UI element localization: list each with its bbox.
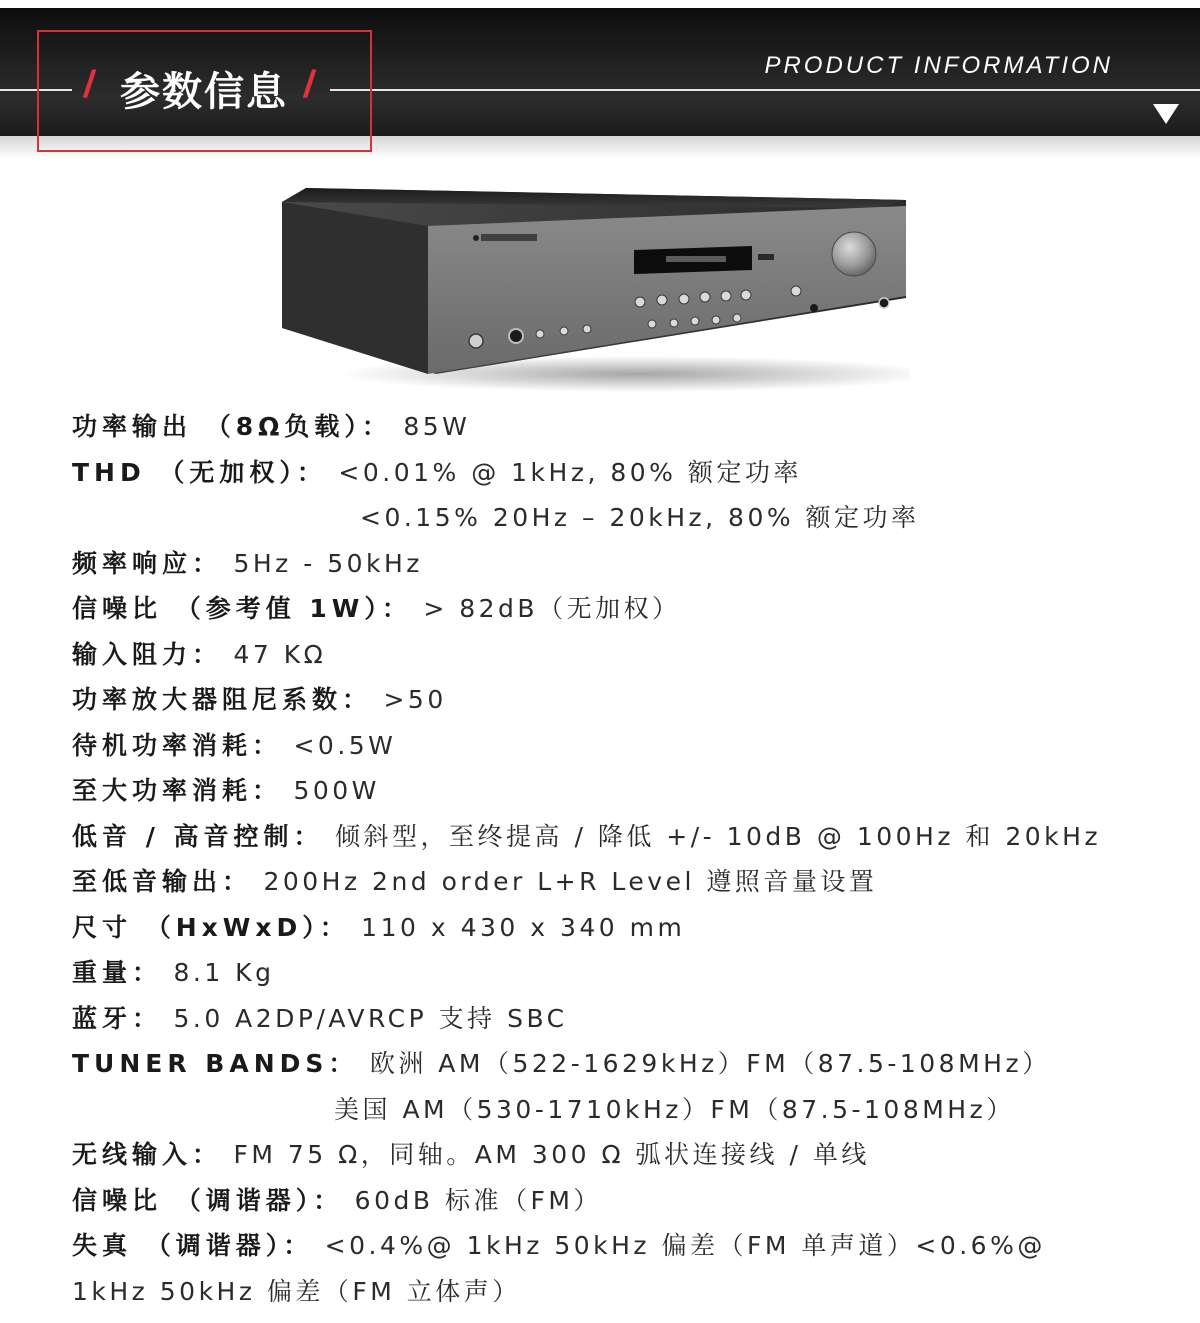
spec-value: >50 bbox=[383, 685, 447, 714]
spec-row-tuner-distortion-2 bbox=[72, 1269, 1182, 1315]
spec-label: 功率输出 （8Ω负载）： bbox=[72, 412, 392, 441]
spec-value: 欧洲 AM（522-1629kHz）FM（87.5-108MHz） bbox=[369, 1049, 1051, 1078]
spec-row-tuner-distortion bbox=[72, 1223, 1182, 1269]
product-image bbox=[278, 178, 910, 393]
spec-value: 500W bbox=[293, 776, 380, 805]
spec-row-input-impedance bbox=[72, 632, 1182, 678]
title-slash-left: / bbox=[81, 64, 98, 106]
spec-row-antenna-input bbox=[72, 1132, 1182, 1178]
spec-value: > 82dB（无加权） bbox=[423, 594, 681, 623]
spec-value: 5.0 A2DP/AVRCP 支持 SBC bbox=[173, 1003, 568, 1033]
header-line-right bbox=[330, 89, 1200, 91]
spec-row-tuner-bands-2 bbox=[72, 1087, 1182, 1133]
spec-row-damping-factor bbox=[72, 677, 1182, 723]
spec-label: 尺寸 （HxWxD）： bbox=[72, 912, 350, 942]
spec-row-frequency-response bbox=[72, 541, 1182, 587]
spec-value: <0.4%@ 1kHz 50kHz 偏差（FM 单声道）<0.6%@ bbox=[324, 1231, 1046, 1260]
spec-label: TUNER BANDS： bbox=[72, 1049, 359, 1078]
spec-label: 重量： bbox=[72, 958, 163, 987]
spec-value: 85W bbox=[403, 412, 471, 441]
spec-label: 无线输入： bbox=[72, 1140, 223, 1169]
spec-row-standby-power bbox=[72, 723, 1182, 769]
spec-row-max-power bbox=[72, 768, 1182, 814]
spec-value: FM 75 Ω，同轴。AM 300 Ω 弧状连接线 / 单线 bbox=[233, 1140, 870, 1169]
spec-label: 低音 / 高音控制： bbox=[72, 821, 324, 851]
spec-value: 美国 AM（530-1710kHz）FM（87.5-108MHz） bbox=[334, 1094, 1015, 1124]
spec-row-tuner-bands bbox=[72, 1041, 1182, 1087]
spec-value: 1kHz 50kHz 偏差（FM 立体声） bbox=[72, 1276, 521, 1306]
spec-value: <0.01% @ 1kHz, 80% 额定功率 bbox=[338, 457, 802, 487]
spec-value: 8.1 Kg bbox=[173, 958, 275, 987]
spec-label: 功率放大器阻尼系数： bbox=[72, 685, 373, 714]
spec-label: 失真 （调谐器）： bbox=[72, 1231, 314, 1260]
spec-label: 蓝牙： bbox=[72, 1003, 163, 1033]
page-subtitle: PRODUCT INFORMATION bbox=[764, 52, 1113, 79]
spec-row-thd bbox=[72, 450, 1182, 496]
spec-row-bluetooth bbox=[72, 996, 1182, 1042]
spec-row-power-output bbox=[72, 404, 1182, 450]
spec-label: 频率响应： bbox=[72, 548, 223, 578]
down-arrow-icon bbox=[1153, 104, 1179, 124]
spec-row-sub-output bbox=[72, 859, 1182, 905]
spec-value: 47 KΩ bbox=[233, 639, 327, 669]
page-title: 参数信息 bbox=[120, 69, 288, 115]
spec-value: 倾斜型，至终提高 / 降低 +/- 10dB @ 100Hz 和 20kHz bbox=[335, 821, 1102, 851]
spec-value: 200Hz 2nd order L+R Level 遵照音量设置 bbox=[263, 867, 878, 896]
title-slash-right: / bbox=[301, 64, 318, 106]
spec-value: 110 x 430 x 340 mm bbox=[361, 912, 686, 942]
spec-row-tone-control bbox=[72, 814, 1182, 860]
spec-list bbox=[72, 404, 1182, 1314]
spec-value: <0.5W bbox=[293, 730, 397, 760]
spec-row-tuner-snr bbox=[72, 1178, 1182, 1224]
spec-value: 5Hz - 50kHz bbox=[233, 548, 423, 578]
spec-value: <0.15% 20Hz – 20kHz, 80% 额定功率 bbox=[360, 503, 920, 532]
spec-label: 信噪比 （参考值 1W）： bbox=[72, 594, 412, 623]
spec-row-thd-2 bbox=[72, 495, 1182, 541]
spec-label: 至低音输出： bbox=[72, 867, 253, 896]
spec-label: 输入阻力： bbox=[72, 639, 223, 669]
spec-value: 60dB 标准（FM） bbox=[354, 1185, 602, 1215]
spec-label: 信噪比 （调谐器）： bbox=[72, 1185, 344, 1215]
spec-label: 至大功率消耗： bbox=[72, 776, 283, 805]
spec-label: THD （无加权）： bbox=[72, 457, 327, 487]
spec-row-snr bbox=[72, 586, 1182, 632]
spec-row-dimensions bbox=[72, 905, 1182, 951]
spec-row-weight bbox=[72, 950, 1182, 996]
spec-label: 待机功率消耗： bbox=[72, 730, 283, 760]
